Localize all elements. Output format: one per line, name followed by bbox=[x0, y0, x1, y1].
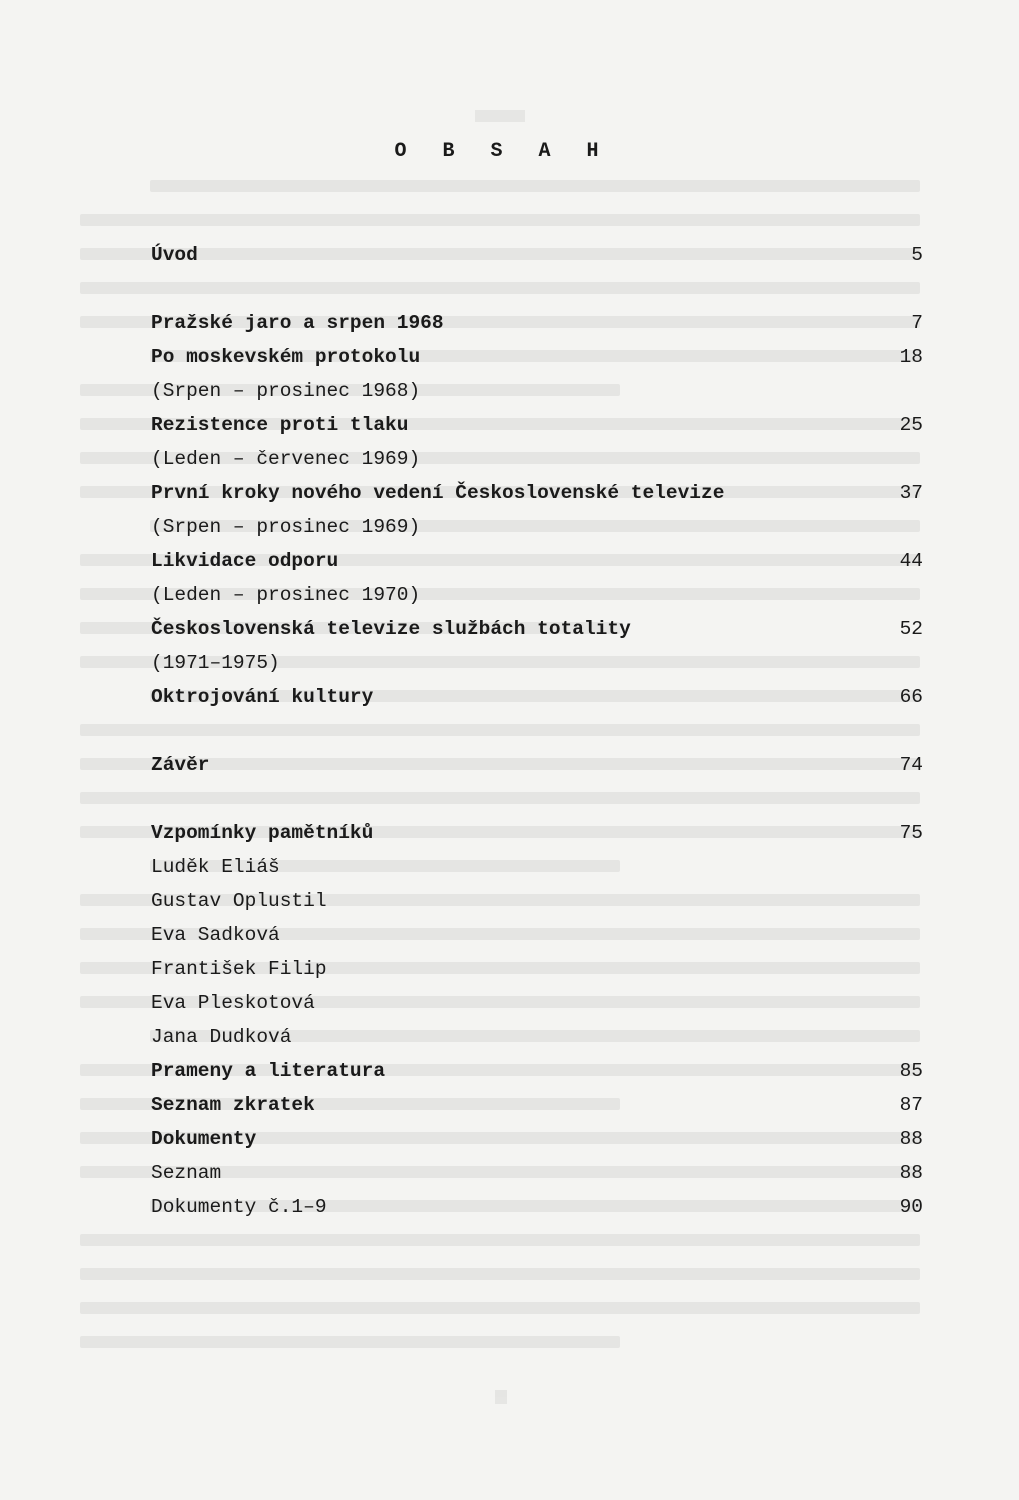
toc-entry bbox=[151, 1190, 923, 1224]
toc-entry-label: Dokumenty bbox=[151, 1128, 257, 1150]
toc-entry-label: Seznam zkratek bbox=[151, 1094, 315, 1116]
toc-entry-page: 5 bbox=[911, 244, 923, 266]
toc-entry bbox=[151, 578, 923, 612]
toc-entry bbox=[151, 238, 923, 272]
toc-entry-label: Jana Dudková bbox=[151, 1026, 292, 1048]
toc-entry bbox=[151, 850, 923, 884]
toc-entry bbox=[151, 1088, 923, 1122]
toc-entry-page: 25 bbox=[899, 414, 923, 436]
toc-entry-label: (1971–1975) bbox=[151, 652, 280, 674]
toc-entry-label: Po moskevském protokolu bbox=[151, 346, 421, 368]
toc-entry-label: Závěr bbox=[151, 754, 210, 776]
toc-entry bbox=[151, 1156, 923, 1190]
toc-entry-label: Rezistence proti tlaku bbox=[151, 414, 409, 436]
toc-entry bbox=[151, 612, 923, 646]
toc-entry bbox=[151, 884, 923, 918]
toc-entry-page: 88 bbox=[899, 1128, 923, 1150]
toc-entry bbox=[151, 340, 923, 374]
toc-entry-label: (Srpen – prosinec 1968) bbox=[151, 380, 421, 402]
toc-entry-label: První kroky nového vedení Československé televize bbox=[151, 482, 725, 504]
toc-entry bbox=[151, 442, 923, 476]
toc-entry bbox=[151, 374, 923, 408]
toc-entry-page: 52 bbox=[899, 618, 923, 640]
toc-entry-page: 7 bbox=[911, 312, 923, 334]
toc-entry-label: František Filip bbox=[151, 958, 327, 980]
toc-entry-page: 90 bbox=[899, 1196, 923, 1218]
toc-entry-label: Oktrojování kultury bbox=[151, 686, 374, 708]
toc-entry bbox=[151, 476, 923, 510]
toc-entry bbox=[151, 510, 923, 544]
toc-entry-page: 75 bbox=[899, 822, 923, 844]
toc-entry-label: (Leden – červenec 1969) bbox=[151, 448, 421, 470]
toc-entry-page: 85 bbox=[899, 1060, 923, 1082]
toc-entry-label: Dokumenty č.1–9 bbox=[151, 1196, 327, 1218]
toc-entry-label: Úvod bbox=[151, 244, 198, 266]
toc-entry-label: Eva Sadková bbox=[151, 924, 280, 946]
toc-entry-page: 88 bbox=[899, 1162, 923, 1184]
toc-entry-label: Likvidace odporu bbox=[151, 550, 339, 572]
toc-entry-page: 44 bbox=[899, 550, 923, 572]
toc-entry bbox=[151, 680, 923, 714]
toc-entry bbox=[151, 918, 923, 952]
toc-entry bbox=[151, 408, 923, 442]
toc-entry bbox=[151, 1122, 923, 1156]
toc-entry bbox=[151, 1054, 923, 1088]
toc-entry bbox=[151, 646, 923, 680]
toc-entry-label: Seznam bbox=[151, 1162, 222, 1184]
toc-entry-page: 87 bbox=[899, 1094, 923, 1116]
toc-entry bbox=[151, 1020, 923, 1054]
toc-entry-page: 18 bbox=[899, 346, 923, 368]
toc-entry-label: (Srpen – prosinec 1969) bbox=[151, 516, 421, 538]
toc-entry-label: Prameny a literatura bbox=[151, 1060, 386, 1082]
toc-entry bbox=[151, 306, 923, 340]
toc-entry bbox=[151, 544, 923, 578]
toc-entry-page: 74 bbox=[899, 754, 923, 776]
page-title: O B S A H bbox=[394, 140, 611, 163]
toc-entry-label: Pražské jaro a srpen 1968 bbox=[151, 312, 444, 334]
toc-entry bbox=[151, 816, 923, 850]
toc-entry-label: Československá televize službách totality bbox=[151, 618, 631, 640]
toc-entry bbox=[151, 952, 923, 986]
toc-entry-label: Eva Pleskotová bbox=[151, 992, 315, 1014]
toc-entry-label: Luděk Eliáš bbox=[151, 856, 280, 878]
toc-entry-label: Vzpomínky pamětníků bbox=[151, 822, 374, 844]
toc-entry-label: Gustav Oplustil bbox=[151, 890, 327, 912]
toc-entry-page: 66 bbox=[899, 686, 923, 708]
toc-entry bbox=[151, 748, 923, 782]
toc-entry-page: 37 bbox=[899, 482, 923, 504]
toc-entry bbox=[151, 986, 923, 1020]
toc-entry-label: (Leden – prosinec 1970) bbox=[151, 584, 421, 606]
